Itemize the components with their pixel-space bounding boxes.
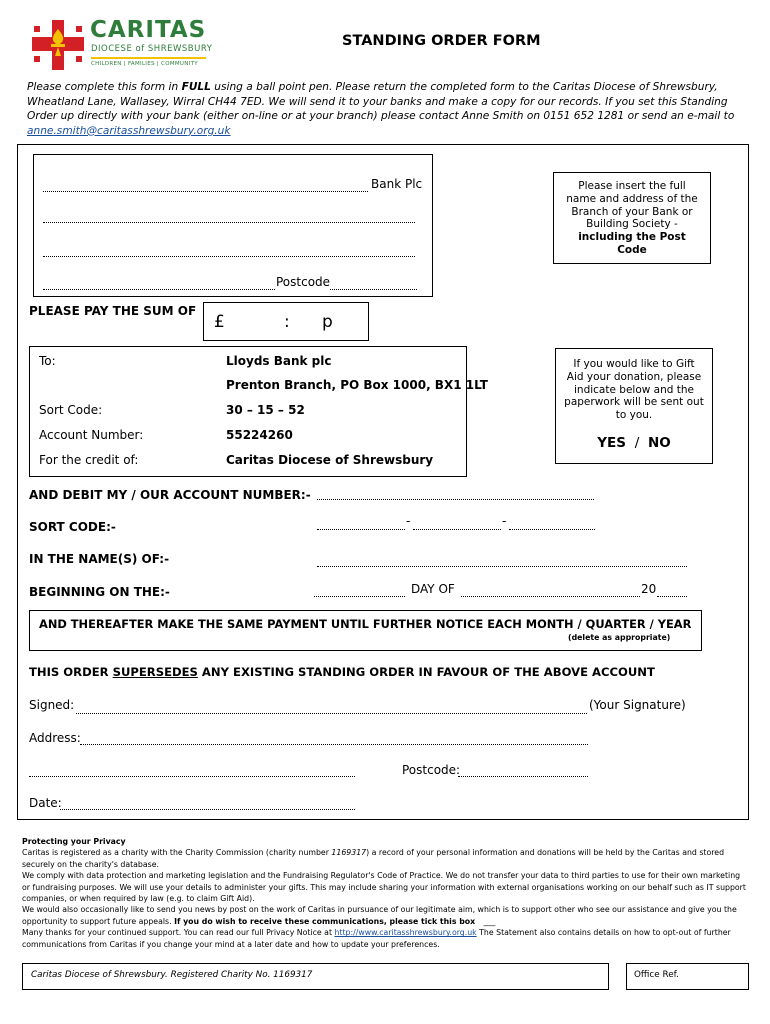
names-label: IN THE NAME(S) OF:- [29,552,170,566]
date-label: Date: [29,796,62,810]
privacy-notice-link[interactable]: http://www.caritasshrewsbury.org.uk [334,928,477,938]
branch-value: Prenton Branch, PO Box 1000, BX1 1LT [226,378,488,392]
logo-name: CARITAS [90,17,207,43]
sort-code-label: Sort Code: [39,403,103,417]
gift-aid-box [555,348,713,464]
postcode-field[interactable] [458,776,588,777]
pay-sum-label: PLEASE PAY THE SUM OF [29,304,197,318]
supersedes-before: THIS ORDER [29,665,113,679]
privacy-paragraph-3: We would also occasionally like to send you news by post on the work of Caritas in pursuance of our legitimate aim, which is to support other who see our assistance and give you the opportunity to support future appeals. If you do wish to receive these communications, please tick this box ___ [22,905,737,926]
date-field[interactable] [60,809,355,810]
privacy-heading: Protecting your Privacy [22,837,126,846]
debit-sort-code-part-2[interactable] [413,529,501,530]
bank-postcode-field[interactable] [330,289,417,290]
bank-postcode-label: Postcode [276,275,331,289]
delete-note: (delete as appropriate) [568,633,671,642]
debit-sort-code-label: SORT CODE:- [29,520,116,534]
debit-sort-code-part-3[interactable] [509,529,595,530]
footer-charity-text: Caritas Diocese of Shrewsbury. Registered Charity No. 1169317 [31,970,313,980]
signed-label: Signed: [29,698,75,712]
beginning-month-field[interactable] [461,596,640,597]
bank-plc-label: Bank Plc [371,177,423,191]
debit-sort-code-part-1[interactable] [317,529,405,530]
intro-before-full: Please complete this form in [27,81,182,93]
your-signature-label: (Your Signature) [589,698,686,712]
office-ref-label: Office Ref. [634,970,679,980]
postcode-label: Postcode: [402,763,461,777]
charity-number: 1169317 [331,848,367,858]
address-line-1[interactable] [80,744,588,745]
debit-account-label: AND DEBIT MY / OUR ACCOUNT NUMBER:- [29,488,311,502]
bank-name-field[interactable] [43,191,368,192]
opt-in-tick-box[interactable]: ___ [483,916,496,926]
address-line-2[interactable] [29,776,355,777]
year-prefix: 20 [641,582,657,596]
pound-sign: £ [214,312,225,332]
logo-tagline: CHILDREN | FAMILIES | COMMUNITY [91,61,198,67]
privacy-section [22,836,746,950]
account-number-value: 55224260 [226,428,293,442]
beginning-year-field[interactable] [657,596,687,597]
intro-email-link[interactable]: anne.smith@caritasshrewsbury.org.uk [27,124,231,137]
sort-dash-1: - [406,514,411,528]
logo-diocese: DIOCESE of SHREWSBURY [91,44,213,54]
beginning-day-field[interactable] [314,596,405,597]
form-title: STANDING ORDER FORM [342,33,541,49]
caritas-logo [30,17,215,72]
intro-after-full: using a ball point pen. Please return the completed form to the Caritas Diocese of Shrewsbury, Wheatland Lane, Wallasey, Wirral CH44 7ED. We will send it to your banks and make a copy for our records. If you set this Standing Order up directly with your bank (either on-line or at your branch) please contact Anne Smith on 0151 652 1281 or send an e-mail to [27,81,735,123]
gift-aid-choice [556,435,712,451]
bank-note-box [553,172,711,264]
opt-in-text: If you do wish to receive these communications, please tick this box [174,916,476,926]
account-number-label: Account Number: [39,428,144,442]
credit-of-value: Caritas Diocese of Shrewsbury [226,453,434,467]
amount-colon: : [284,312,290,332]
to-value: Lloyds Bank plc [226,354,332,368]
credit-of-label: For the credit of: [39,453,139,467]
privacy-paragraph-4: Many thanks for your continued support. You can read our full Privacy Notice at http://www.caritasshrewsbury.org.uk The Statement also contains details on how to opt-out of further communications from Caritas if you change your mind at a later date and how to update your preferences. [22,928,731,949]
gift-aid-yes[interactable]: YES [597,435,626,451]
bank-address-box [33,154,433,297]
gift-aid-slash: / [634,435,640,451]
supersedes-after: ANY EXISTING STANDING ORDER IN FAVOUR OF THE ABOVE ACCOUNT [197,665,655,679]
bank-address-line-1[interactable] [43,222,415,223]
gift-aid-text: If you would like to Gift Aid your donation, please indicate below and the paperwork will be sent out to you. [564,358,704,422]
sort-dash-2: - [502,514,507,528]
thereafter-text: AND THEREAFTER MAKE THE SAME PAYMENT UNTIL FURTHER NOTICE EACH MONTH / QUARTER / YEAR [39,617,692,631]
sort-code-value: 30 – 15 – 52 [226,403,305,417]
supersedes-word: SUPERSEDES [112,665,198,679]
debit-account-field[interactable] [317,499,594,500]
to-label: To: [39,354,56,368]
pence-label: p [322,312,333,332]
names-field[interactable] [317,566,687,567]
privacy-paragraph-1: Caritas is registered as a charity with the Charity Commission (charity number 1169317) a record of your personal information and donations will be held by the Caritas and stored securely on the charity's database. [22,848,725,869]
bank-address-line-3[interactable] [43,289,275,290]
supersedes-statement [29,665,655,679]
signature-field[interactable] [76,713,587,714]
bank-note-bold: including the Post Code [578,231,686,256]
beginning-label: BEGINNING ON THE:- [29,585,170,599]
bank-note-text: Please insert the full name and address of the Branch of your Bank or Building Society - [566,180,698,231]
bank-address-line-2[interactable] [43,256,415,257]
address-label: Address: [29,731,81,745]
privacy-paragraph-2: We comply with data protection and marketing legislation and the Fundraising Regulator's Code of Practice. We do not transfer your data to third parties to use for their own marketing or fundraising purposes. We will use your details to administer your gifts. This may include sharing your information with external organisations working on our behalf such as IT support companies, or when required by law (e.g. to claim Gift Aid). [22,871,746,904]
day-of-label: DAY OF [411,582,455,596]
intro-text [27,80,745,138]
caritas-cross-icon [30,20,86,70]
intro-full: FULL [181,81,211,93]
logo-rule [91,57,206,59]
gift-aid-no[interactable]: NO [647,435,671,451]
